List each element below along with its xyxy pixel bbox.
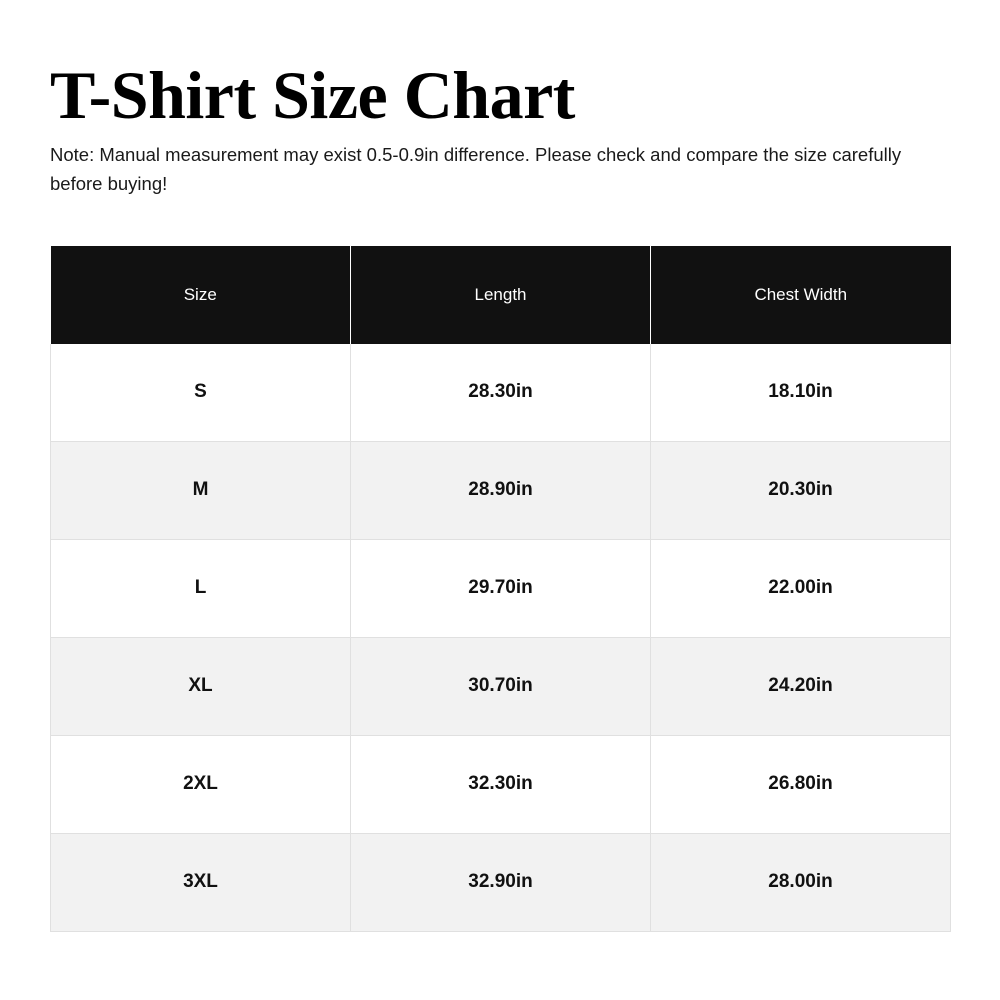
- cell-chest-width: 22.00in: [651, 539, 951, 637]
- cell-size: S: [51, 344, 351, 442]
- table-header: [51, 246, 951, 344]
- cell-size: L: [51, 539, 351, 637]
- table-body: [51, 344, 951, 932]
- cell-length: 32.90in: [351, 833, 651, 931]
- table-row: [51, 539, 951, 637]
- table-row: [51, 833, 951, 931]
- page-title: T-Shirt Size Chart: [50, 57, 575, 133]
- cell-length: 28.30in: [351, 344, 651, 442]
- cell-size: XL: [51, 637, 351, 735]
- cell-size: 2XL: [51, 735, 351, 833]
- table-header-row: [51, 246, 951, 344]
- table-row: [51, 735, 951, 833]
- cell-length: 30.70in: [351, 637, 651, 735]
- cell-chest-width: 20.30in: [651, 441, 951, 539]
- cell-chest-width: 18.10in: [651, 344, 951, 442]
- column-header-length: Length: [351, 246, 651, 344]
- cell-chest-width: 26.80in: [651, 735, 951, 833]
- column-header-size: Size: [51, 246, 351, 344]
- table-row: [51, 637, 951, 735]
- cell-size: 3XL: [51, 833, 351, 931]
- size-chart-table: [50, 246, 951, 932]
- cell-length: 29.70in: [351, 539, 651, 637]
- cell-size: M: [51, 441, 351, 539]
- cell-length: 32.30in: [351, 735, 651, 833]
- column-header-chest-width: Chest Width: [651, 246, 951, 344]
- measurement-note: Note: Manual measurement may exist 0.5-0.9in difference. Please check and compare the size carefully before buying!: [50, 144, 902, 195]
- cell-chest-width: 28.00in: [651, 833, 951, 931]
- table-row: [51, 441, 951, 539]
- cell-length: 28.90in: [351, 441, 651, 539]
- cell-chest-width: 24.20in: [651, 637, 951, 735]
- table-row: [51, 344, 951, 442]
